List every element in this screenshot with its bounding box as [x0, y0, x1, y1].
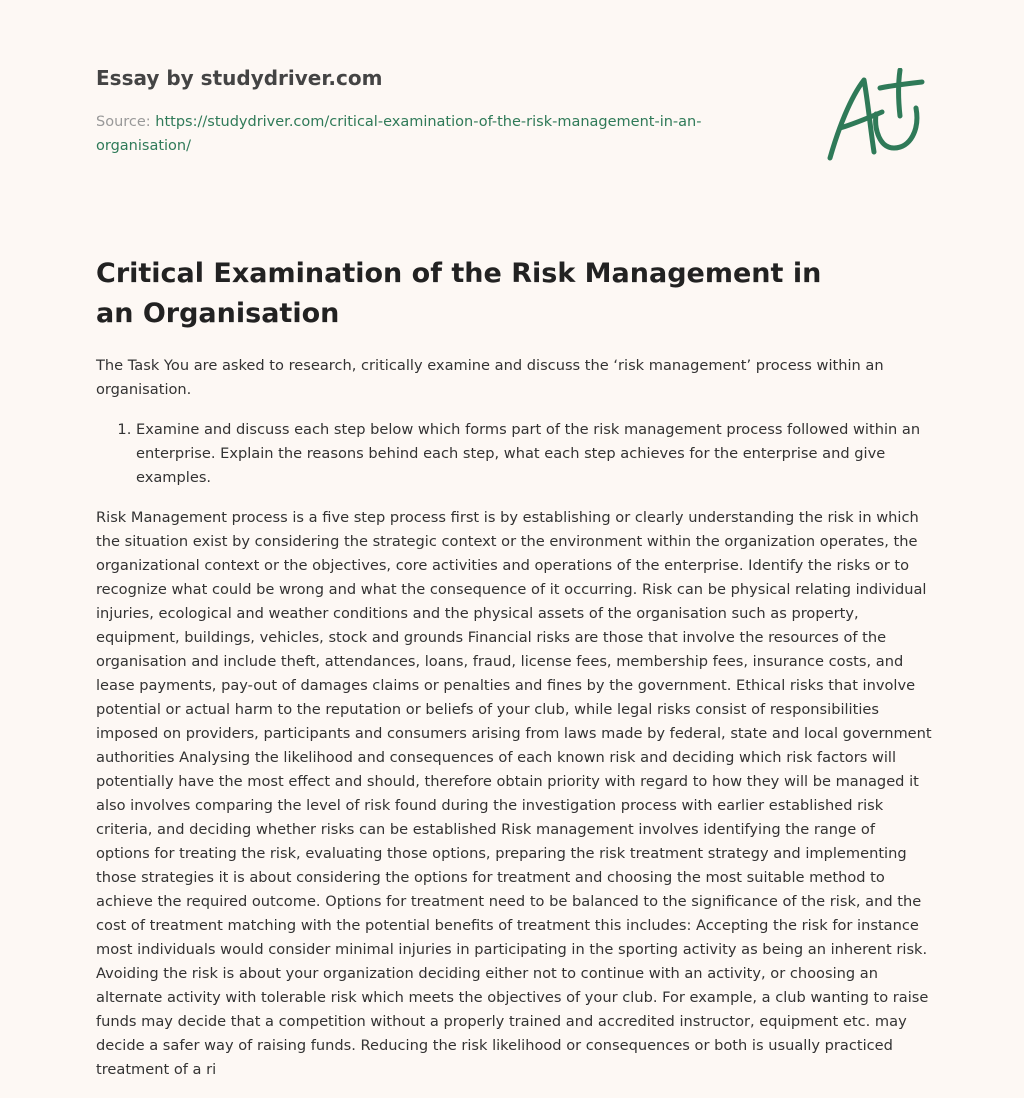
source-label: Source:	[96, 114, 156, 130]
source-line	[96, 110, 756, 158]
body-paragraph: Risk Management process is a five step process first is by establishing or clearly understanding the risk in which the situation exist by considering the strategic context or the environment within the organization operates, the organizational context or the objectives, core activities and operations of the enterprise. Identify the risks or to recognize what could be wrong and what the consequence of it occurring. Risk can be physical relating individual injuries, ecological and weather conditions and the physical assets of the organisation such as property, equipment, buildings, vehicles, stock and grounds Financial risks are those that involve the resources of the organisation and include theft, attendances, loans, fraud, license fees, membership fees, insurance costs, and lease payments, pay-out of damages claims or penalties and fines by the government. Ethical risks that involve potential or actual harm to the reputation or beliefs of your club, while legal risks consist of responsibilities imposed on providers, participants and consumers arising from laws made by federal, state and local government authorities Analysing the likelihood and consequences of each known risk and deciding which risk factors will potentially have the most effect and should, therefore obtain priority with regard to how they will be managed it also involves comparing the level of risk found during the investigation process with earlier established risk criteria, and deciding whether risks can be established Risk management involves identifying the range of options for treating the risk, evaluating those options, preparing the risk treatment strategy and implementing those strategies it is about considering the options for treatment and choosing the most suitable method to achieve the required outcome. Options for treatment need to be balanced to the significance of the risk, and the cost of treatment matching with the potential benefits of treatment this includes: Accepting the risk for instance most individuals would consider minimal injuries in participating in the sporting activity as being an inherent risk. Avoiding the risk is about your organization deciding either not to continue with an activity, or choosing an alternate activity with tolerable risk which meets the objectives of your club. For example, a club wanting to raise funds may decide that a competition without a properly trained and accredited instructor, equipment etc. may decide a safer way of raising funds. Reducing the risk likelihood or consequences or both is usually practiced treatment of a ri	[96, 509, 932, 1078]
essay-content	[96, 354, 932, 1082]
site-brand: Essay by studydriver.com	[96, 66, 383, 90]
source-link[interactable]: https://studydriver.com/critical-examination-of-the-risk-management-in-an-organisation/	[96, 114, 702, 154]
page-header	[96, 62, 756, 158]
task-list	[96, 418, 932, 490]
task-item: 1. Examine and discuss each step below which forms part of the risk management process followed within an enterprise. Explain the reasons behind each step, what each step achieves for the enterprise and give examples.	[136, 418, 932, 490]
essay-title: Critical Examination of the Risk Management in an Organisation	[96, 258, 822, 329]
a-plus-logo-icon	[824, 68, 928, 164]
intro-paragraph: The Task You are asked to research, critically examine and discuss the ‘risk management’ process within an organisation.	[96, 357, 884, 398]
